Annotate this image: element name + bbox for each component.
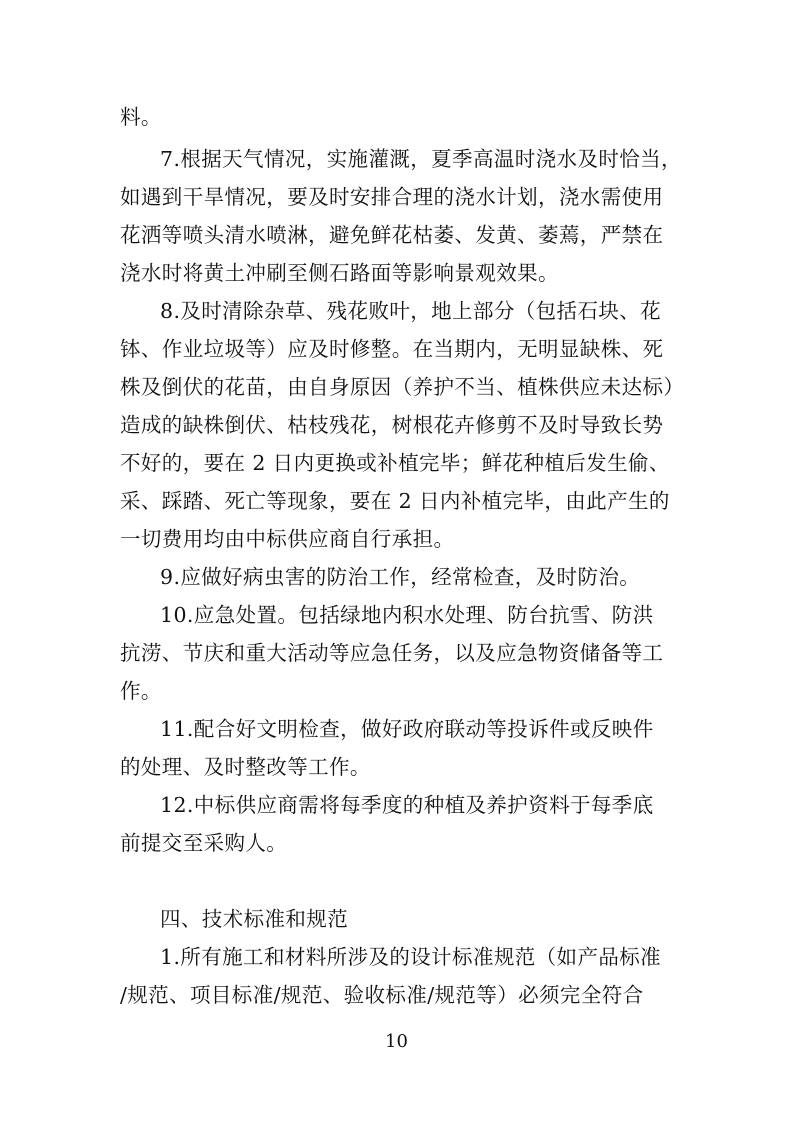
text-line: 株及倒伏的花苗，由自身原因（养护不当、植株供应未达标）	[120, 375, 685, 399]
text-line: /规范、项目标准/规范、验收标准/规范等）必须完全符合	[120, 983, 644, 1007]
text-line: 不好的，要在 2 日内更换或补植完毕；鲜花种植后发生偷、	[120, 451, 670, 475]
text-line: 的处理、及时整改等工作。	[120, 755, 371, 779]
text-line: 浇水时将黄土冲刷至侧石路面等影响景观效果。	[120, 261, 559, 285]
text-line: 12.中标供应商需将每季度的种植及养护资料于每季底	[160, 793, 654, 817]
text-line: 7.根据天气情况，实施灌溉，夏季高温时浇水及时恰当，	[160, 147, 682, 171]
text-line: 作。	[120, 679, 162, 703]
text-line: 10.应急处置。包括绿地内积水处理、防台抗雪、防洪	[160, 603, 654, 627]
page-number: 10	[385, 1031, 408, 1052]
text-line: 11.配合好文明检查，做好政府联动等投诉件或反映件	[160, 717, 654, 741]
text-line: 料。	[120, 105, 162, 129]
text-line: 抗涝、节庆和重大活动等应急任务，以及应急物资储备等工	[120, 641, 664, 665]
text-line: 1.所有施工和材料所涉及的设计标准规范（如产品标准	[160, 945, 662, 969]
text-line: 如遇到干旱情况，要及时安排合理的浇水计划，浇水需使用	[120, 185, 664, 209]
text-line: 花洒等喷头清水喷淋，避免鲜花枯萎、发黄、萎蔫，严禁在	[120, 223, 664, 247]
text-line: 8.及时清除杂草、残花败叶，地上部分（包括石块、花	[160, 299, 662, 323]
text-line: 造成的缺株倒伏、枯枝残花，树根花卉修剪不及时导致长势	[120, 413, 664, 437]
text-line: 一切费用均由中标供应商自行承担。	[120, 527, 455, 551]
text-line: 采、踩踏、死亡等现象，要在 2 日内补植完毕，由此产生的	[120, 489, 670, 513]
section-heading: 四、技术标准和规范	[160, 907, 349, 931]
text-line: 9.应做好病虫害的防治工作，经常检查，及时防治。	[160, 565, 641, 589]
text-line: 前提交至采购人。	[120, 831, 288, 855]
text-line: 钵、作业垃圾等）应及时修整。在当期内，无明显缺株、死	[120, 337, 664, 361]
